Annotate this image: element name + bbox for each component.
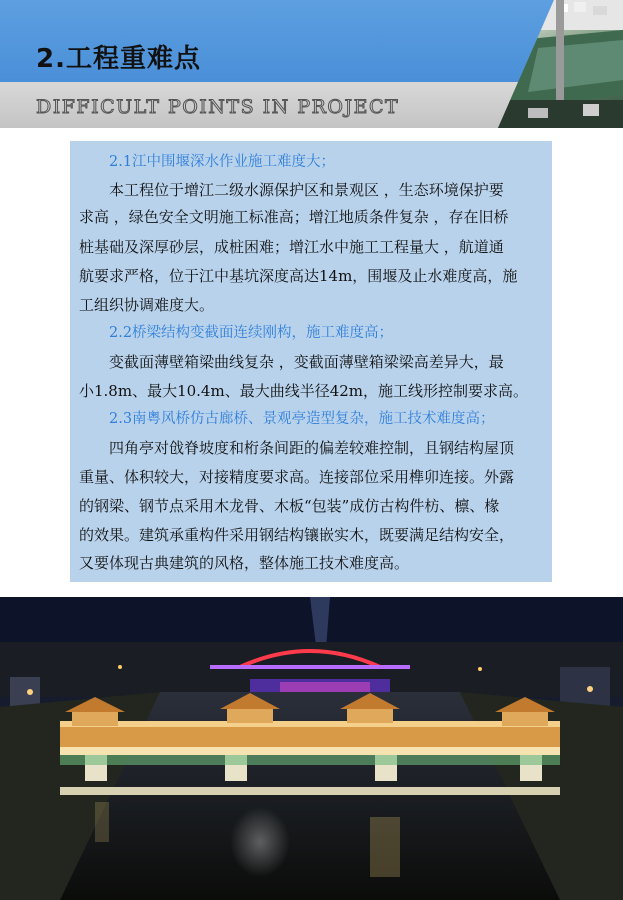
text-line: 四角亭对戗脊坡度和桁条间距的偏差较难控制，且钢结构屋顶 bbox=[109, 439, 515, 457]
text-line: 的效果。建筑承重构件采用钢结构镶嵌实木，既要满足结构安全， bbox=[79, 526, 515, 544]
text-line: 的钢梁、钢节点采用木龙骨、木板“包装”成仿古构件枋、檩、椽 bbox=[79, 497, 500, 515]
text-line: 本工程位于增江二级水源保护区和景观区 ，生态环境保护要 bbox=[109, 181, 504, 199]
night-bridge-photo bbox=[0, 597, 623, 900]
page-subtitle: DIFFICULT POINTS IN PROJECT bbox=[36, 96, 400, 118]
text-line: 重量、体积较大，对接精度要求高。连接部位采用榫卯连接。外露 bbox=[79, 468, 515, 486]
section-heading: 2.1江中围堰深水作业施工难度大； bbox=[109, 154, 336, 170]
text-line: 航要求严格，位于江中基坑深度高达14m，围堰及止水难度高，施 bbox=[79, 267, 518, 285]
text-line: 桩基础及深厚砂层，成桩困难；增江水中施工工程量大 ，航道通 bbox=[79, 238, 504, 256]
text-line: 求高 ，绿色安全文明施工标准高；增江地质条件复杂 ，存在旧桥 bbox=[79, 208, 509, 226]
text-line: 又要体现古典建筑的风格，整体施工技术难度高。 bbox=[79, 554, 410, 572]
text-line: 小1.8m、最大10.4m、最大曲线半径42m，施工线形控制要求高。 bbox=[79, 382, 529, 400]
page-title: 2.工程重难点 bbox=[36, 44, 201, 74]
bridge-illustration bbox=[0, 597, 623, 900]
section-heading: 2.3南粤风桥仿古廊桥、景观亭造型复杂，施工技术难度高； bbox=[109, 411, 495, 427]
text-line: 工组织协调难度大。 bbox=[79, 296, 215, 314]
text-line: 变截面薄壁箱梁曲线复杂 ，变截面薄壁箱梁梁高差异大，最 bbox=[109, 353, 504, 371]
section-heading: 2.2桥梁结构变截面连续刚构，施工难度高； bbox=[109, 325, 394, 341]
